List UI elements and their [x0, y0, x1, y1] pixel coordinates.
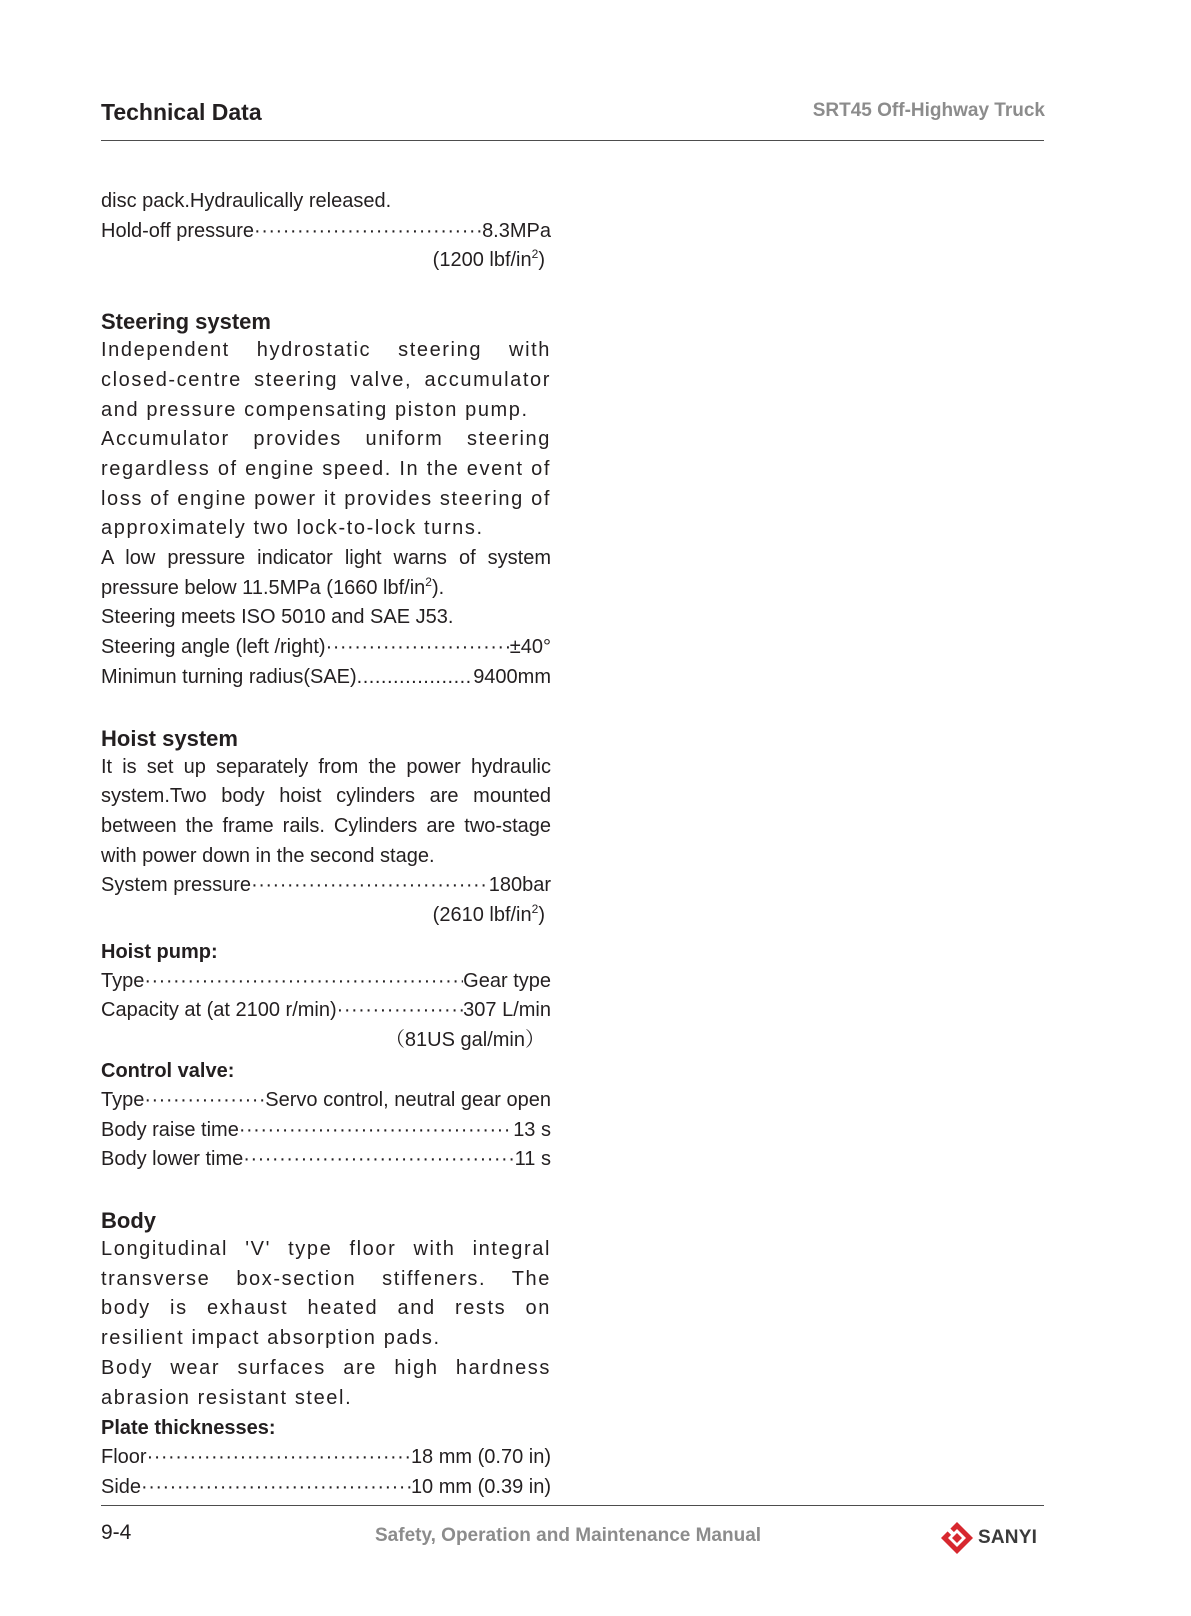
- side-thickness-value: 10 mm (0.39 in): [410, 1475, 551, 1498]
- system-pressure-value: 180bar: [488, 874, 551, 897]
- body-raise-row: [101, 1116, 551, 1146]
- leader-dots: [144, 1086, 265, 1116]
- holdoff-pressure-label: Hold-off pressure: [101, 219, 255, 242]
- floor-thickness-row: [101, 1443, 551, 1473]
- steering-paragraph-3: A low pressure indicator light warns of system pressure below 11.5MPa (1660 lbf/$in^2$).: [101, 547, 551, 599]
- leader-dots: [239, 1116, 513, 1146]
- pump-type-value: Gear type: [463, 969, 551, 992]
- steering-paragraph-1: Independent hydrostatic steering with closed-centre steering valve, accumulator and pressure compensating piston pump.: [101, 339, 551, 421]
- valve-type-row: [101, 1086, 551, 1116]
- turning-radius-value: 9400mm: [473, 665, 551, 688]
- holdoff-pressure-row: [101, 217, 551, 247]
- steering-paragraph-4: Steering meets ISO 5010 and SAE J53.: [101, 606, 454, 629]
- leader-dots: [141, 1473, 411, 1503]
- pump-type-label: Type: [101, 969, 145, 992]
- holdoff-pressure-imperial: (1200 lbf/$in^2$): [432, 247, 545, 272]
- pump-capacity-imperial: （81US gal/min）: [384, 1029, 545, 1052]
- pump-capacity-value: 307 L/min: [463, 999, 551, 1022]
- leader-dots: [357, 663, 474, 693]
- hoist-heading: Hoist system: [101, 725, 238, 751]
- valve-type-value: Servo control, neutral gear open: [265, 1088, 551, 1111]
- leader-dots: [144, 967, 463, 997]
- leader-dots: [243, 1145, 514, 1175]
- document-title: SRT45 Off-Highway Truck: [812, 100, 1045, 121]
- holdoff-pressure-value: 8.3MPa: [482, 219, 551, 242]
- manual-title: Safety, Operation and Maintenance Manual: [375, 1525, 762, 1546]
- page-section-title: Technical Data: [101, 99, 262, 125]
- leader-dots: [147, 1443, 411, 1473]
- page-number: 9-4: [101, 1521, 132, 1544]
- leader-dots: [251, 871, 489, 901]
- pump-capacity-label: Capacity at (at 2100 r/min): [101, 999, 337, 1022]
- steering-heading: Steering system: [101, 309, 271, 335]
- floor-thickness-value: 18 mm (0.70 in): [410, 1446, 551, 1469]
- body-raise-value: 13 s: [513, 1118, 551, 1141]
- hoist-pump-heading: Hoist pump:: [101, 940, 218, 963]
- valve-type-label: Type: [101, 1088, 145, 1111]
- leader-dots: [337, 996, 464, 1026]
- sanyi-logo: [940, 1521, 1037, 1555]
- body-heading: Body: [101, 1207, 156, 1233]
- turning-radius-row: [101, 663, 551, 693]
- body-lower-label: Body lower time: [101, 1148, 244, 1171]
- spec-content: [101, 187, 551, 1503]
- body-paragraph-1: Longitudinal 'V' type floor with integral transverse box-section stiffeners. The body is exhaust heated and rests on resilient impact absorption pads.: [101, 1237, 551, 1350]
- body-lower-value: 11 s: [514, 1148, 551, 1171]
- header-divider: [101, 140, 1044, 141]
- steering-angle-value: ±40°: [509, 636, 551, 659]
- system-pressure-imperial: (2610 lbf/$in^2$): [432, 902, 545, 927]
- turning-radius-label: Minimun turning radius(SAE): [101, 665, 357, 688]
- logo-text: SANYI: [978, 1527, 1038, 1548]
- pump-capacity-row: [101, 996, 551, 1026]
- plate-thickness-heading: Plate thicknesses:: [101, 1417, 276, 1440]
- body-lower-row: [101, 1145, 551, 1175]
- body-paragraph-2: Body wear surfaces are high hardness abrasion resistant steel.: [101, 1356, 551, 1409]
- leader-dots: [254, 217, 482, 247]
- body-raise-label: Body raise time: [101, 1118, 239, 1141]
- steering-angle-label: Steering angle (left /right): [101, 636, 326, 659]
- system-pressure-label: System pressure: [101, 874, 252, 897]
- steering-paragraph-2: Accumulator provides uniform steering regardless of engine speed. In the event of loss of engine power it provides steering of approximately two lock-to-lock turns.: [101, 428, 551, 540]
- hoist-paragraph: It is set up separately from the power hydraulic system.Two body hoist cylinders are mounted between the frame rails. Cylinders are two-stage with power down in the second stage.: [101, 755, 551, 867]
- side-thickness-row: [101, 1473, 551, 1503]
- footer-divider: [101, 1505, 1044, 1506]
- control-valve-heading: Control valve:: [101, 1059, 235, 1082]
- system-pressure-row: [101, 871, 551, 901]
- pump-type-row: [101, 967, 551, 997]
- intro-line: disc pack.Hydraulically released.: [101, 190, 392, 212]
- leader-dots: [326, 633, 510, 663]
- floor-thickness-label: Floor: [101, 1446, 147, 1469]
- sanyi-logo-icon: [940, 1521, 974, 1555]
- steering-angle-row: [101, 633, 551, 663]
- side-thickness-label: Side: [101, 1475, 142, 1498]
